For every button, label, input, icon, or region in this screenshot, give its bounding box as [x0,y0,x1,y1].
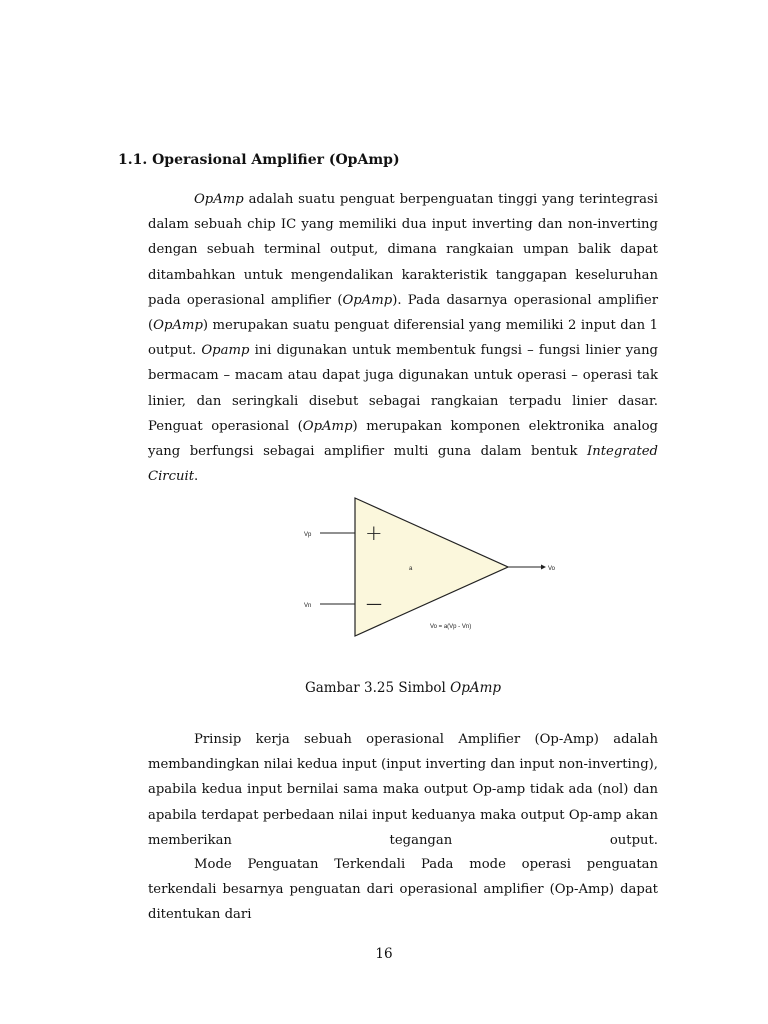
opamp-symbol-figure [298,488,560,663]
equation-label: Vo = a(Vp - Vn) [430,624,472,630]
paragraph-text: . [194,469,199,485]
paragraph-controlled-gain-mode: Mode Penguatan Terkendali Pada mode operasi penguatan terkendali besarnya penguatan dari operasional amplifier (Op-Amp) dapat ditentukan dari [148,857,658,923]
term-opamp: OpAmp [342,292,393,308]
term-integrated-circuit: Integrated Circuit [148,444,658,485]
section-heading [118,152,400,168]
paragraph-text: ) merupakan suatu penguat diferensial yang memiliki 2 input dan 1 output. [148,318,658,359]
gain-label: a [409,566,413,572]
section-title: Operasional Amplifier (OpAmp) [152,152,400,168]
caption-text: Gambar 3.25 Simbol [304,680,451,696]
paragraph-text: adalah suatu penguat berpenguatan tinggi yang terintegrasi dalam sebuah chip IC yang memiliki dua input inverting dan non-inverting dengan sebuah terminal output, dimana rangkaian umpan balik dapat ditambahkan untuk mengendalikan karakteristik tanggapan keseluruhan pada operasional amplifier ( [148,192,658,308]
input-n-label: Vn [304,603,312,609]
page-number: 16 [375,946,393,962]
plus-sign: + [365,521,383,545]
output-label: Vo [548,566,556,572]
term-opamp: OpAmp [194,192,244,207]
input-p-label: Vp [304,532,312,538]
output-arrow-icon [541,565,546,570]
section-number: 1.1. [118,152,148,168]
paragraph-text: ) merupakan komponen elektronika analog yang berfungsi sebagai amplifier multi guna dalam bentuk [148,418,658,460]
opamp-triangle [355,498,508,636]
opamp-symbol-diagram [298,488,560,663]
minus-sign: — [366,594,382,613]
paragraph-working-principle: Prinsip kerja sebuah operasional Amplifier (Op-Amp) adalah membandingkan nilai kedua input (input inverting dan input non-inverting), apabila kedua input bernilai sama maka output Op-amp tidak ada (nol) dan apabila terdapat perbedaan nilai input keduanya maka output Op-amp akan memberikan tegangan output. [148,732,658,848]
paragraph-opamp-definition [148,187,658,489]
paragraph-text: ini digunakan untuk membentuk fungsi – fungsi linier yang bermacam – macam atau dapat juga digunakan untuk operasi – operasi tak linier, dan seringkali disebut sebagai rangkaian terpadu linier dasar. Penguat operasional ( [148,343,658,434]
term-opamp: OpAmp [302,418,353,434]
term-opamp: OpAmp [153,318,203,334]
figure-caption [148,680,658,696]
term-opamp: Opamp [201,343,250,359]
paragraph-text: ). Pada dasarnya operasional amplifier ( [148,292,659,334]
caption-term: OpAmp [450,680,502,696]
